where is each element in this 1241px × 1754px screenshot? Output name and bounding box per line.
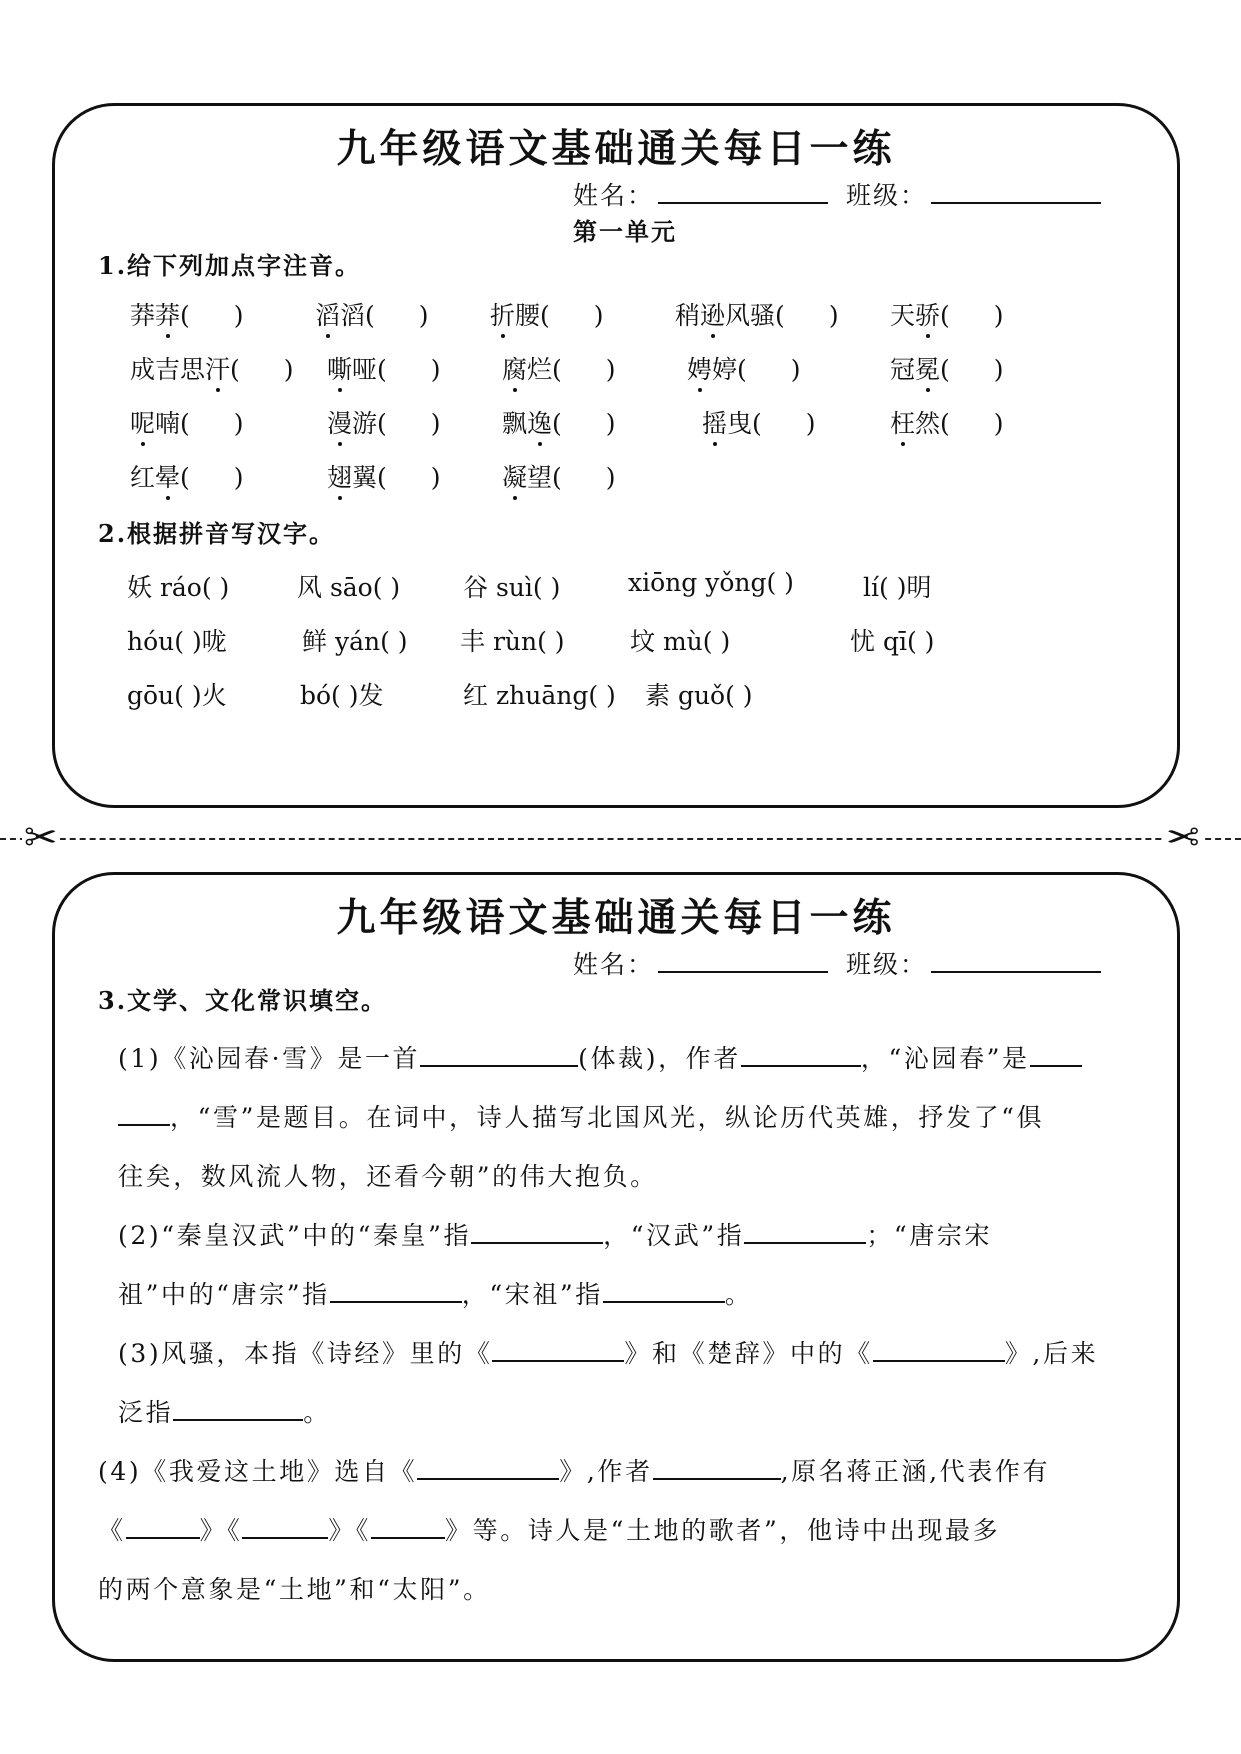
pinyin-item: 折腰( )	[490, 301, 604, 330]
answer-parentheses[interactable]: ( )	[940, 409, 1004, 438]
answer-parentheses[interactable]: ( )	[180, 409, 244, 438]
pinyin-to-character-item[interactable]: 红 zhuāng( )	[463, 681, 616, 710]
dotted-character: 逸	[527, 409, 553, 438]
pinyin-to-character-item[interactable]: 忧 qī( )	[850, 627, 935, 656]
pinyin-to-character-item[interactable]: lí( )明	[863, 573, 932, 602]
worksheet-title: 九年级语文基础通关每日一练	[336, 895, 896, 941]
answer-blank[interactable]	[173, 1397, 303, 1421]
pinyin-item: 成吉思汗( )	[130, 355, 294, 384]
pinyin-item: 娉婷( )	[687, 355, 801, 384]
pinyin-item: 腐烂( )	[502, 355, 616, 384]
answer-blank[interactable]	[330, 1279, 462, 1303]
pinyin-item: 凝望( )	[502, 463, 616, 492]
q3-item-1-line-3: 往矣，数风流人物，还看今朝”的伟大抱负。	[118, 1162, 658, 1191]
answer-blank[interactable]	[417, 1456, 559, 1480]
pinyin-to-character-item[interactable]: hóu( )咙	[127, 627, 227, 656]
answer-blank[interactable]	[744, 1220, 866, 1244]
pinyin-item: 天骄( )	[890, 301, 1004, 330]
question-2-heading: 2.根据拼音写汉字。	[98, 519, 336, 548]
answer-blank[interactable]	[741, 1043, 861, 1067]
dotted-character: 娉	[687, 355, 713, 384]
unit-heading: 第一单元	[573, 217, 677, 246]
pinyin-item: 漫游( )	[327, 409, 441, 438]
q3-item-2-line-2: 祖”中的“唐宗”指 ，“宋祖”指 。	[118, 1280, 753, 1309]
pinyin-item: 红晕( )	[130, 463, 244, 492]
pinyin-to-character-item[interactable]: 素 guǒ( )	[645, 681, 753, 710]
pinyin-item: 枉然( )	[890, 409, 1004, 438]
answer-blank[interactable]	[492, 1338, 624, 1362]
answer-parentheses[interactable]: ( )	[940, 355, 1004, 384]
answer-parentheses[interactable]: ( )	[752, 409, 816, 438]
name-label: 姓名：	[573, 950, 655, 979]
dotted-character: 翅	[327, 463, 353, 492]
cut-line	[0, 838, 1241, 840]
pinyin-item: 嘶哑( )	[327, 355, 441, 384]
dotted-character: 逊	[700, 301, 726, 330]
pinyin-item: 飘逸( )	[502, 409, 616, 438]
answer-parentheses[interactable]: ( )	[737, 355, 801, 384]
answer-blank[interactable]	[471, 1220, 603, 1244]
answer-parentheses[interactable]: ( )	[377, 463, 441, 492]
answer-parentheses[interactable]: ( )	[540, 301, 604, 330]
dotted-character: 摇	[702, 409, 728, 438]
name-class-row	[573, 176, 1109, 212]
pinyin-to-character-item[interactable]: bó( )发	[300, 681, 384, 710]
answer-parentheses[interactable]: ( )	[365, 301, 429, 330]
answer-blank[interactable]	[126, 1515, 200, 1539]
pinyin-to-character-item[interactable]: 丰 rùn( )	[460, 627, 565, 656]
answer-parentheses[interactable]: ( )	[230, 355, 294, 384]
pinyin-to-character-item[interactable]: 妖 ráo( )	[127, 573, 230, 602]
q3-item-1-line-2: ，“雪”是题目。在词中，诗人描写北国风光，纵论历代英雄，抒发了“俱	[118, 1098, 1044, 1134]
answer-parentheses[interactable]: ( )	[552, 409, 616, 438]
dotted-character: 晕	[155, 463, 181, 492]
name-field[interactable]	[658, 178, 828, 204]
question-3-heading: 3.文学、文化常识填空。	[98, 986, 388, 1015]
pinyin-to-character-item[interactable]: 鲜 yán( )	[302, 627, 408, 656]
answer-blank[interactable]	[653, 1456, 781, 1480]
q3-item-4-line-3: 的两个意象是“土地”和“太阳”。	[98, 1575, 491, 1604]
answer-blank[interactable]	[873, 1338, 1005, 1362]
pinyin-item: 翅翼( )	[327, 463, 441, 492]
q3-item-3-line-2: 泛指 。	[118, 1398, 331, 1427]
pinyin-to-character-item[interactable]: 谷 suì( )	[463, 573, 561, 602]
dotted-character: 折	[490, 301, 516, 330]
dotted-character: 漫	[327, 409, 353, 438]
pinyin-item: 呢喃( )	[130, 409, 244, 438]
answer-blank[interactable]	[603, 1279, 725, 1303]
pinyin-to-character-item[interactable]: gōu( )火	[127, 681, 227, 710]
dotted-character: 枉	[890, 409, 916, 438]
answer-blank[interactable]	[371, 1515, 445, 1539]
pinyin-item: 滔滔( )	[315, 301, 429, 330]
worksheet-card-1	[52, 103, 1180, 808]
answer-parentheses[interactable]: ( )	[940, 301, 1004, 330]
q3-item-2-line-1: (2)“秦皇汉武”中的“秦皇”指 ，“汉武”指 ；“唐宗宋	[118, 1221, 993, 1250]
pinyin-item: 摇曳( )	[702, 409, 816, 438]
dotted-character: 冕	[915, 355, 941, 384]
dotted-character: 嘶	[327, 355, 353, 384]
pinyin-item: 稍逊风骚( )	[675, 301, 839, 330]
class-label: 班级：	[845, 950, 927, 979]
dotted-character: 莽	[155, 301, 181, 330]
pinyin-to-character-item[interactable]: xiōng yǒng( )	[628, 568, 794, 597]
answer-parentheses[interactable]: ( )	[552, 355, 616, 384]
pinyin-item: 冠冕( )	[890, 355, 1004, 384]
class-field[interactable]	[931, 947, 1101, 973]
answer-parentheses[interactable]: ( )	[775, 301, 839, 330]
answer-parentheses[interactable]: ( )	[180, 301, 244, 330]
answer-parentheses[interactable]: ( )	[552, 463, 616, 492]
dotted-character: 腐	[502, 355, 528, 384]
name-label: 姓名：	[573, 181, 655, 210]
dotted-character: 滔	[315, 301, 341, 330]
worksheet-card-2	[52, 872, 1180, 1662]
dotted-character: 汗	[205, 355, 231, 384]
answer-parentheses[interactable]: ( )	[377, 355, 441, 384]
answer-blank[interactable]	[242, 1515, 328, 1539]
question-1-heading: 1.给下列加点字注音。	[98, 251, 362, 280]
scissors-icon: ✂	[1166, 815, 1200, 861]
dotted-character: 骄	[915, 301, 941, 330]
q3-item-4-line-1: (4)《我爱这土地》选自《 》,作者 ,原名蒋正涵,代表作有	[98, 1457, 1051, 1486]
q3-item-3-line-1: (3)风骚，本指《诗经》里的《 》和《楚辞》中的《 》,后来	[118, 1339, 1099, 1368]
pinyin-to-character-item[interactable]: 风 sāo( )	[297, 573, 401, 602]
q3-item-1-line-1: (1)《沁园春·雪》是一首 (体裁)，作者 ，“沁园春”是	[118, 1039, 1082, 1075]
class-field[interactable]	[931, 178, 1101, 204]
worksheet-title: 九年级语文基础通关每日一练	[336, 126, 896, 172]
pinyin-to-character-item[interactable]: 坟 mù( )	[630, 627, 731, 656]
pinyin-item: 莽莽( )	[130, 301, 244, 330]
answer-parentheses[interactable]: ( )	[180, 463, 244, 492]
q3-item-4-line-2: 《 》《 》《 》等。诗人是“土地的歌者”，他诗中出现最多	[98, 1516, 1001, 1545]
dotted-character: 凝	[502, 463, 528, 492]
name-field[interactable]	[658, 947, 828, 973]
name-class-row	[573, 945, 1109, 981]
answer-blank[interactable]	[1030, 1043, 1082, 1067]
dotted-character: 呢	[130, 409, 156, 438]
answer-parentheses[interactable]: ( )	[377, 409, 441, 438]
class-label: 班级：	[845, 181, 927, 210]
scissors-icon: ✂	[24, 815, 58, 861]
answer-blank[interactable]	[420, 1043, 578, 1067]
answer-blank[interactable]	[118, 1102, 170, 1126]
